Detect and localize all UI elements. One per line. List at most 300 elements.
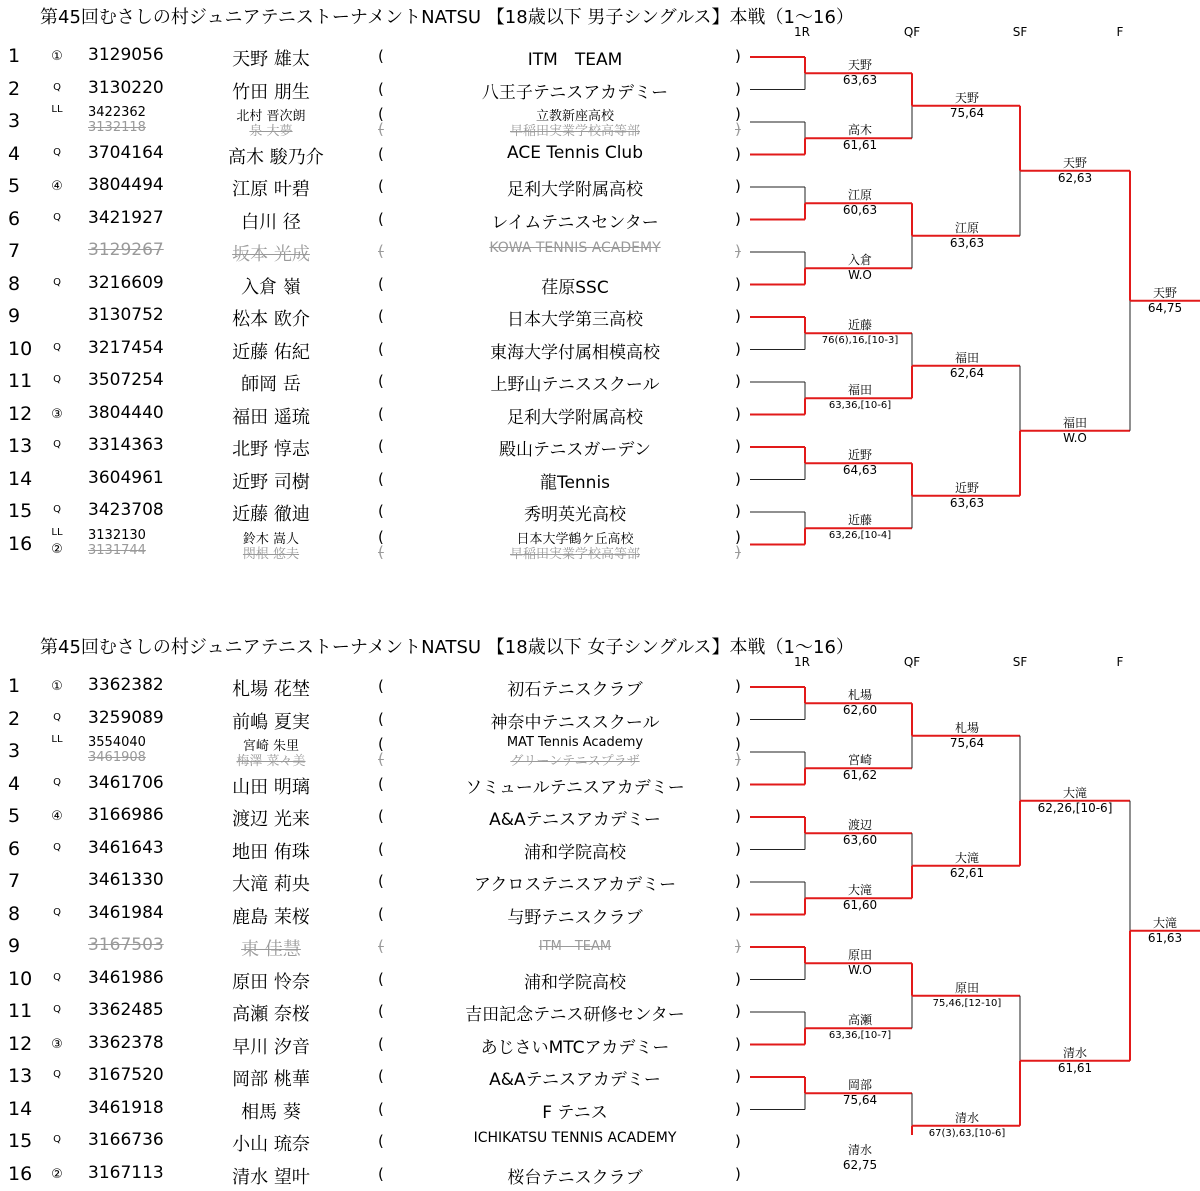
player-id: 3130220: [88, 77, 164, 98]
seed-mark: Q: [53, 341, 61, 353]
open-paren: (: [378, 1132, 384, 1150]
seed-mark: ④: [51, 809, 63, 824]
player-club: ITM TEAM: [538, 939, 612, 954]
match-score: 63,26,[10-4]: [828, 530, 892, 542]
winner-name: 札場: [847, 688, 872, 703]
winner-name: 近藤: [847, 318, 872, 333]
player-name: 近藤 佑紀: [232, 341, 310, 363]
player-name: 岡部 桃華: [232, 1069, 310, 1090]
draw-position: 1: [8, 675, 21, 697]
player-club: ICHIKATSU TENNIS ACADEMY: [473, 1130, 677, 1146]
seed-mark: Q: [53, 971, 61, 983]
player-id: 3362378: [88, 1032, 164, 1053]
player-name: 地田 侑珠: [232, 841, 310, 863]
seed-mark: Q: [53, 1134, 61, 1145]
player-id: 3461330: [88, 870, 164, 890]
close-paren: ): [735, 307, 741, 325]
player-club: 浦和学院高校: [524, 842, 626, 863]
player-id: 3132130: [88, 527, 146, 543]
open-paren: (: [378, 1034, 384, 1053]
player-name: 鈴木 嵩人: [242, 531, 300, 547]
close-paren: ): [735, 872, 741, 890]
close-paren: ): [735, 372, 741, 390]
winner-name: 福田: [954, 350, 979, 365]
player-name: 東 佳慧: [241, 939, 301, 960]
player-club: 龍Tennis: [539, 472, 611, 493]
player-name: 山田 明璃: [232, 776, 310, 798]
player-club: 神奈中テニススクール: [490, 712, 660, 733]
open-paren: (: [378, 437, 384, 455]
player-name: 江原 叶碧: [232, 179, 310, 200]
withdrawn-player-id: 3132118: [88, 120, 146, 135]
player-id: 3167503: [88, 935, 164, 955]
round-label-qf: QF: [903, 655, 921, 669]
close-paren: ): [735, 904, 741, 923]
match-score: 62,64: [949, 365, 985, 380]
player-name: 白川 径: [241, 211, 301, 233]
match-score: W.O: [1063, 430, 1087, 445]
draw-position: 12: [8, 402, 33, 425]
open-paren: (: [378, 904, 384, 923]
player-name: 高瀬 奈桜: [232, 1004, 310, 1025]
winner-name: 大滝: [1152, 915, 1177, 930]
match-score: 61,63: [1147, 930, 1183, 945]
close-paren: ): [735, 774, 741, 793]
player-id: 3804494: [88, 175, 164, 195]
seed-mark: ④: [51, 179, 63, 194]
match-score: 67(3),63,[10-6]: [928, 1127, 1006, 1139]
match-score: 61,60: [842, 898, 878, 913]
match-score: 62,60: [842, 703, 878, 718]
open-paren: (: [378, 839, 384, 858]
seed-mark: Q: [53, 1069, 61, 1080]
player-club: MAT Tennis Academy: [506, 735, 644, 750]
player-id: 3804440: [88, 402, 164, 423]
player-club: あじさいMTCアカデミー: [480, 1037, 670, 1058]
match-score: 61,61: [842, 138, 878, 153]
player-club: 上野山テニススクール: [490, 375, 660, 395]
round-label-sf: SF: [1012, 655, 1028, 669]
player-club: 吉田記念テニス研修センター: [465, 1005, 685, 1025]
winner-name: 渡辺: [847, 818, 872, 833]
player-id: 3421927: [88, 207, 164, 228]
draw-position: 9: [8, 935, 21, 957]
winner-name: 大滝: [1062, 785, 1087, 800]
winner-name: 大滝: [847, 883, 872, 898]
close-paren: ): [735, 502, 741, 520]
player-id: 3461984: [88, 902, 164, 923]
draw-row: [0, 1159, 760, 1191]
player-id: 3167520: [88, 1065, 164, 1085]
winner-name: 札場: [954, 720, 979, 735]
draw-position: 16: [8, 532, 33, 555]
player-name: 清水 望叶: [232, 1166, 310, 1188]
withdrawn-player-name: 関根 悠夫: [242, 546, 300, 562]
draw-position: 6: [8, 207, 21, 230]
match-score: 63,36,[10-7]: [828, 1030, 892, 1042]
close-paren: ): [735, 339, 741, 358]
match-score: 75,64: [949, 735, 985, 750]
winner-name: 天野: [954, 90, 979, 105]
player-name: 近藤 徹迪: [232, 504, 310, 525]
winner-name: 原田: [847, 948, 872, 963]
withdrawn-player-club: 早稲田実業学校高等部: [509, 124, 640, 139]
open-paren: (: [378, 144, 384, 163]
womens-draw-section: [0, 630, 1200, 1188]
player-name: 北村 晋次朗: [236, 109, 306, 124]
player-name: 近野 司樹: [232, 471, 310, 493]
open-paren: (: [378, 774, 384, 793]
withdrawn-player-name: 梅澤 菜々美: [236, 754, 306, 769]
round-label-1r: 1R: [794, 25, 810, 39]
player-id: 3507254: [88, 370, 164, 390]
draw-position: 5: [8, 805, 21, 827]
seed-mark: ①: [51, 49, 63, 64]
winner-name: 江原: [954, 220, 979, 235]
close-paren: ): [735, 735, 741, 753]
withdrawn-player-club: グリーンテニスプラザ: [510, 754, 640, 769]
draw-position: 1: [8, 45, 21, 67]
open-paren: (: [378, 1002, 384, 1020]
player-club: ITM TEAM: [527, 50, 623, 70]
close-paren: ): [735, 105, 741, 123]
winner-name: 江原: [847, 188, 872, 203]
draw-position: 14: [8, 1097, 33, 1120]
round-label-f: F: [1116, 25, 1124, 39]
draw-position: 6: [8, 837, 21, 860]
open-paren: (: [378, 469, 384, 488]
draw-position: 7: [8, 870, 21, 892]
match-score: 62,63: [1057, 170, 1093, 185]
open-paren: (: [378, 47, 384, 65]
match-score: W.O: [848, 268, 872, 283]
winner-name: 岡部: [847, 1078, 872, 1093]
player-id: 3129056: [88, 45, 164, 65]
player-club: 日本大学鶴ケ丘高校: [516, 531, 634, 547]
player-name: 竹田 朋生: [232, 81, 310, 103]
winner-name: 福田: [1062, 415, 1087, 430]
close-paren: ): [735, 437, 741, 455]
open-paren: (: [378, 339, 384, 358]
player-club: 殿山テニスガーデン: [499, 440, 651, 460]
match-score: 64,63: [842, 463, 878, 478]
match-score: 62,26,[10-6]: [1037, 800, 1113, 815]
match-score: 62,61: [949, 865, 985, 880]
seed-mark: Q: [53, 504, 61, 515]
close-paren: ): [735, 469, 741, 488]
draw-position: 2: [8, 77, 21, 100]
player-id: 3130752: [88, 305, 164, 325]
close-paren: ): [735, 242, 741, 260]
draw-position: 15: [8, 500, 33, 522]
player-id: 3129267: [88, 240, 164, 260]
open-paren: (: [378, 177, 384, 195]
winner-name: 福田: [847, 383, 872, 398]
player-id: 3422362: [88, 105, 146, 120]
open-paren: (: [378, 372, 384, 390]
seed-mark: Q: [53, 841, 61, 853]
match-score: 63,63: [949, 235, 985, 250]
round-label-1r: 1R: [794, 655, 810, 669]
player-id: 3166736: [88, 1130, 164, 1150]
player-club: ACE Tennis Club: [507, 142, 643, 163]
player-name: 北野 惇志: [232, 439, 310, 460]
open-paren: (: [378, 735, 384, 753]
winner-name: 清水: [847, 1143, 872, 1158]
open-paren: (: [378, 1099, 384, 1118]
close-paren: ): [735, 177, 741, 195]
player-name: 前嶋 夏実: [232, 711, 310, 733]
open-paren: (: [378, 502, 384, 520]
player-name: 鹿島 茉桜: [232, 906, 310, 928]
seed-mark: ②: [51, 541, 63, 557]
seed-mark: Q: [53, 211, 61, 223]
close-paren: ): [735, 1164, 741, 1183]
player-club: アクロステニスアカデミー: [473, 875, 677, 895]
player-name: 宮崎 朱里: [242, 739, 300, 754]
withdrawn-player-club: 早稲田実業学校高等部: [509, 546, 640, 562]
open-paren: (: [378, 79, 384, 98]
winner-name: 近野: [847, 448, 872, 463]
open-paren: (: [378, 307, 384, 325]
draw-position: 2: [8, 707, 21, 730]
seed-mark: Q: [53, 1004, 61, 1015]
seed-mark: ①: [51, 679, 63, 694]
draw-position: 8: [8, 902, 21, 925]
match-score: 63,60: [842, 833, 878, 848]
winner-name: 清水: [954, 1110, 979, 1125]
draw-position: 9: [8, 305, 21, 327]
match-score: 63,36,[10-6]: [828, 400, 892, 412]
player-id: 3259089: [88, 707, 164, 728]
player-club: 立教新座高校: [535, 109, 614, 124]
round-label-qf: QF: [903, 25, 921, 39]
draw-position: 3: [8, 740, 21, 762]
open-paren: (: [378, 807, 384, 825]
winner-name: 清水: [1062, 1045, 1087, 1060]
open-paren: (: [378, 1164, 384, 1183]
draw-position: 15: [8, 1130, 33, 1152]
close-paren: ): [735, 839, 741, 858]
draw-position: 13: [8, 435, 33, 457]
match-score: 62,75: [842, 1158, 878, 1173]
draw-position: 5: [8, 175, 21, 197]
seed-mark: Q: [53, 374, 61, 385]
match-result: [805, 1143, 915, 1173]
player-id: 3362382: [88, 675, 164, 695]
player-name: 坂本 光成: [232, 244, 310, 265]
close-paren: ): [735, 79, 741, 98]
player-id: 3554040: [88, 735, 146, 750]
draw-position: 3: [8, 110, 21, 132]
player-club: 荏原SSC: [541, 277, 609, 298]
player-id: 3217454: [88, 337, 164, 358]
draw-position: 4: [8, 142, 21, 165]
close-paren: ): [735, 1002, 741, 1020]
match-score: 76(6),16,[10-3]: [821, 335, 899, 347]
player-name: 松本 欧介: [232, 309, 310, 330]
match-score: 75,64: [842, 1093, 878, 1108]
winner-name: 入倉: [847, 253, 872, 268]
player-club: 足利大学附属高校: [507, 407, 643, 428]
withdrawn-player-name: 泉 大夢: [249, 124, 293, 139]
player-id: 3216609: [88, 272, 164, 293]
round-label-sf: SF: [1012, 25, 1028, 39]
player-name: 渡辺 光来: [232, 809, 310, 830]
close-paren: ): [735, 209, 741, 228]
close-paren: ): [735, 1132, 741, 1150]
match-score: W.O: [848, 963, 872, 978]
player-club: 日本大学第三高校: [507, 310, 643, 330]
player-club: 秀明英光高校: [524, 505, 626, 525]
page-title: 第45回むさしの村ジュニアテニストーナメントNATSU 【18歳以下 女子シングルス】本戦（1～16）: [40, 637, 854, 658]
winner-name: 近野: [954, 480, 979, 495]
close-paren: ): [735, 47, 741, 65]
bracket-lines: [0, 630, 1200, 1135]
withdrawn-player-id: 3131744: [88, 542, 146, 558]
player-name: 大滝 莉央: [232, 874, 310, 895]
match-score: 63,63: [949, 495, 985, 510]
player-name: 高木 駿乃介: [228, 146, 324, 168]
draw-position: 10: [8, 337, 33, 360]
close-paren: ): [735, 1034, 741, 1053]
open-paren: (: [378, 872, 384, 890]
mens-draw-section: [0, 0, 1200, 570]
player-id: 3461643: [88, 837, 164, 858]
draw-position: 4: [8, 772, 21, 795]
match-score: 75,46,[12-10]: [932, 997, 1002, 1009]
close-paren: ): [735, 542, 741, 561]
player-club: 足利大学附属高校: [507, 180, 643, 200]
player-club: レイムテニスセンター: [491, 212, 659, 233]
open-paren: (: [378, 969, 384, 988]
player-name: 福田 遥琉: [232, 406, 310, 428]
winner-name: 天野: [1152, 285, 1177, 300]
open-paren: (: [378, 120, 384, 138]
open-paren: (: [378, 677, 384, 695]
player-club: A&Aテニスアカデミー: [489, 810, 661, 830]
draw-position: 13: [8, 1065, 33, 1087]
player-club: A&Aテニスアカデミー: [489, 1070, 661, 1090]
player-club: ソミュールテニスアカデミー: [465, 777, 685, 798]
match-score: 64,75: [1147, 300, 1183, 315]
close-paren: ): [735, 807, 741, 825]
winner-name: 天野: [847, 58, 872, 73]
winner-name: 高木: [847, 123, 872, 138]
seed-mark: Q: [53, 711, 61, 723]
seed-mark: Q: [53, 776, 61, 788]
close-paren: ): [735, 969, 741, 988]
open-paren: (: [378, 542, 384, 561]
player-id: 3362485: [88, 1000, 164, 1020]
open-paren: (: [378, 209, 384, 228]
close-paren: ): [735, 527, 741, 546]
player-id: 3604961: [88, 467, 164, 488]
open-paren: (: [378, 1067, 384, 1085]
player-id: 3461918: [88, 1097, 164, 1118]
close-paren: ): [735, 937, 741, 955]
winner-name: 宮崎: [847, 753, 872, 768]
draw-position: 8: [8, 272, 21, 295]
seed-mark: LL: [51, 104, 63, 115]
open-paren: (: [378, 937, 384, 955]
open-paren: (: [378, 242, 384, 260]
player-id: 3704164: [88, 142, 164, 163]
winner-name: 原田: [954, 980, 979, 995]
seed-mark: Q: [53, 81, 61, 93]
player-club: 桜台テニスクラブ: [507, 1167, 643, 1188]
open-paren: (: [378, 274, 384, 293]
close-paren: ): [735, 144, 741, 163]
round-label-f: F: [1116, 655, 1124, 669]
player-club: 与野テニスクラブ: [507, 907, 643, 928]
winner-name: 大滝: [954, 850, 979, 865]
player-id: 3461706: [88, 772, 164, 793]
player-id: 3461986: [88, 967, 164, 988]
player-club: 八王子テニスアカデミー: [481, 82, 669, 103]
player-name: 原田 怜奈: [232, 971, 310, 993]
match-score: 61,61: [1057, 1060, 1093, 1075]
player-club: KOWA TENNIS ACADEMY: [489, 240, 661, 256]
match-score: 75,64: [949, 105, 985, 120]
close-paren: ): [735, 1099, 741, 1118]
player-id: 3166986: [88, 805, 164, 825]
close-paren: ): [735, 677, 741, 695]
open-paren: (: [378, 750, 384, 768]
open-paren: (: [378, 709, 384, 728]
player-name: 小山 琉奈: [232, 1134, 310, 1155]
draw-position: 11: [8, 370, 33, 392]
match-score: 60,63: [842, 203, 878, 218]
close-paren: ): [735, 750, 741, 768]
close-paren: ): [735, 120, 741, 138]
draw-position: 11: [8, 1000, 33, 1022]
open-paren: (: [378, 527, 384, 546]
winner-name: 近藤: [847, 513, 872, 528]
page-title: 第45回むさしの村ジュニアテニストーナメントNATSU 【18歳以下 男子シングルス】本戦（1～16）: [40, 7, 854, 28]
player-club: 初石テニスクラブ: [507, 680, 643, 700]
seed-mark: Q: [53, 906, 61, 918]
open-paren: (: [378, 105, 384, 123]
player-club: 浦和学院高校: [524, 972, 626, 993]
seed-mark: LL: [51, 734, 63, 745]
draw-position: 16: [8, 1162, 33, 1185]
seed-mark: ②: [51, 1166, 63, 1182]
player-name: 早川 汐音: [232, 1036, 310, 1058]
close-paren: ): [735, 404, 741, 423]
winner-name: 高瀬: [847, 1013, 872, 1028]
bracket-lines: [0, 0, 1200, 570]
player-id: 3314363: [88, 435, 164, 455]
draw-position: 14: [8, 467, 33, 490]
draw-position: 7: [8, 240, 21, 262]
seed-mark: Q: [53, 276, 61, 288]
winner-name: 天野: [1062, 155, 1087, 170]
match-score: 61,62: [842, 768, 878, 783]
close-paren: ): [735, 274, 741, 293]
player-id: 3167113: [88, 1162, 164, 1183]
player-name: 入倉 嶺: [241, 276, 301, 298]
withdrawn-player-id: 3461908: [88, 750, 146, 765]
seed-mark: ③: [51, 1036, 63, 1052]
player-name: 師岡 岳: [241, 374, 301, 395]
player-name: 相馬 葵: [241, 1101, 301, 1123]
open-paren: (: [378, 404, 384, 423]
player-name: 札場 花埜: [232, 679, 310, 700]
close-paren: ): [735, 1067, 741, 1085]
seed-mark: Q: [53, 439, 61, 450]
draw-position: 10: [8, 967, 33, 990]
